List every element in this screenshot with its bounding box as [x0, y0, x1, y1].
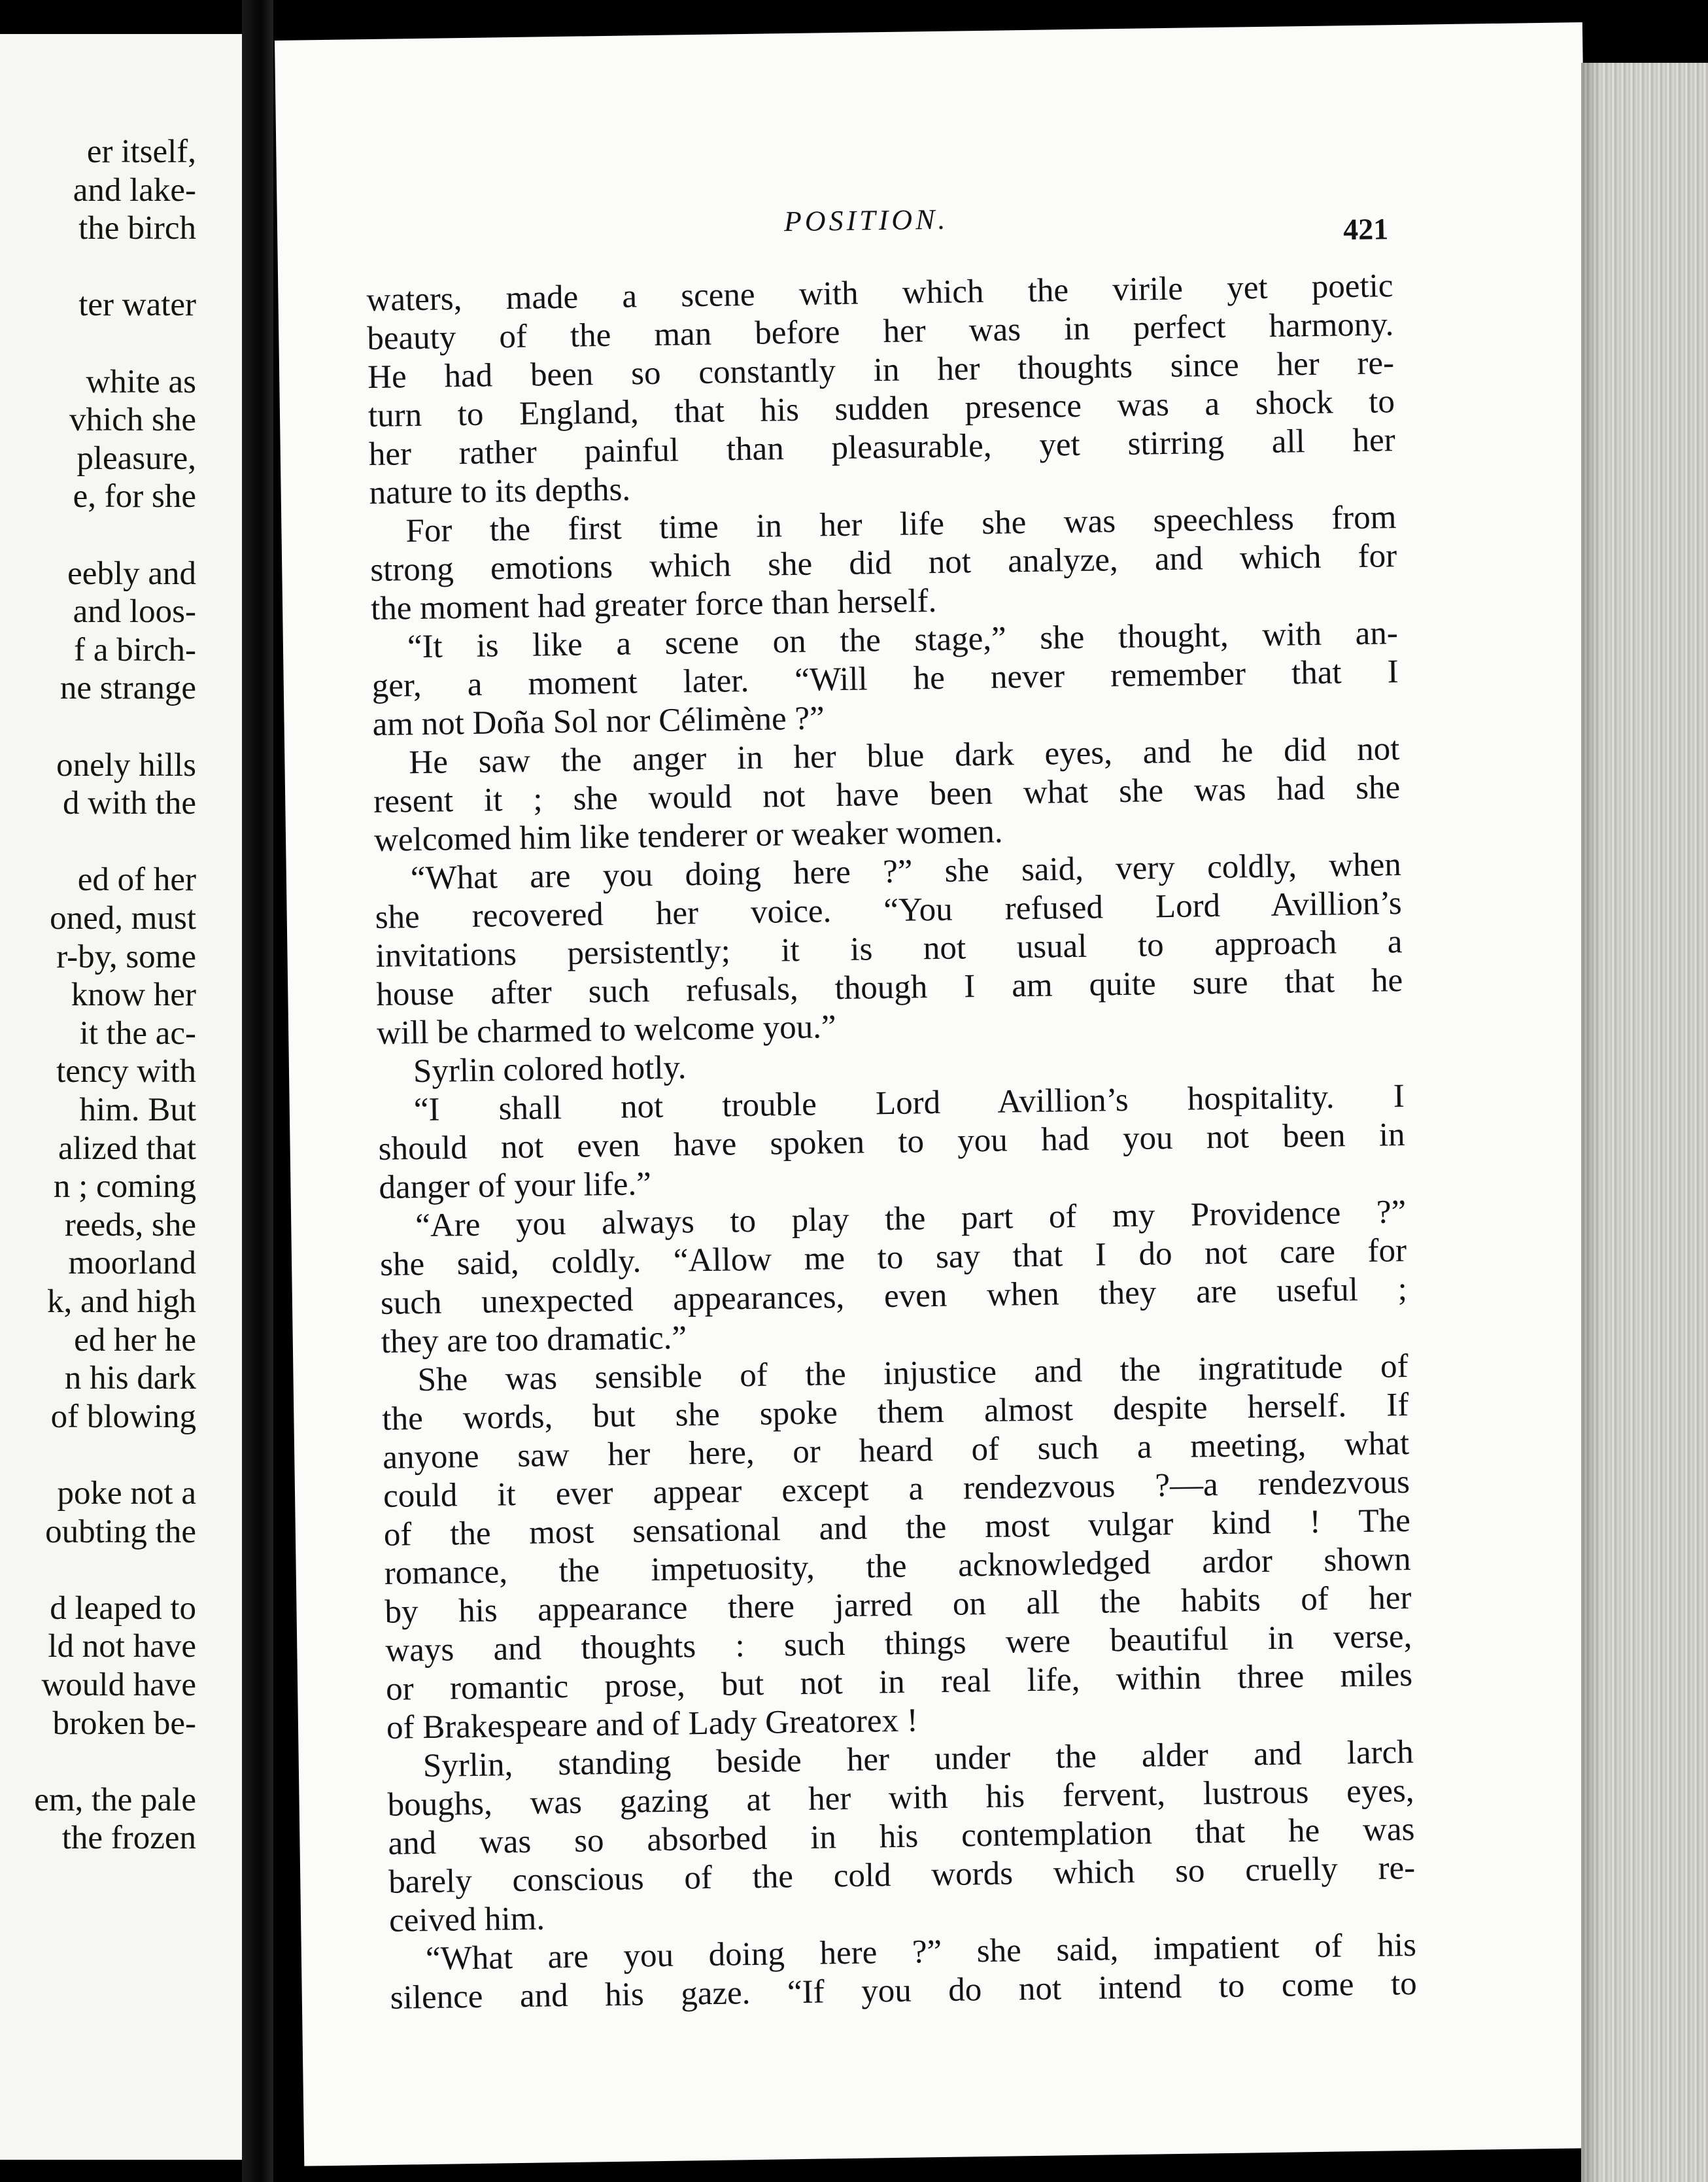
left-page-line: poke not a	[57, 1475, 196, 1512]
text-line: house after such refusals, though I am quite sure that he	[375, 962, 1403, 1013]
left-page-line: d leaped to	[50, 1589, 196, 1627]
body-text	[366, 267, 1417, 2018]
left-page-line: the birch	[78, 210, 196, 247]
text-line: her rather painful than pleasurable, yet stirring all her	[368, 422, 1396, 474]
text-line: waters, made a scene with which the virile yet poetic	[366, 268, 1393, 319]
text-line: resent it ; she would not have been what she was had she	[373, 769, 1401, 820]
text-line: “Are you always to play the part of my Providence ?”	[415, 1194, 1407, 1245]
left-page-line: pleasure,	[77, 440, 196, 477]
left-page-line: and lake-	[73, 171, 196, 209]
text-line: could it ever appear except a rendezvous ?—a rendezvous	[383, 1463, 1410, 1515]
text-line: “What are you doing here ?” she said, impatient of his	[425, 1926, 1417, 1978]
right-page	[275, 22, 1612, 2166]
text-line: barely conscious of the cold words which so cruelly re-	[388, 1849, 1416, 1901]
left-page-line: ne strange	[60, 670, 196, 707]
left-page-line: r-by, some	[56, 938, 196, 975]
text-line: Syrlin, standing beside her under the alder and larch	[422, 1733, 1414, 1785]
left-page-line: e, for she	[73, 478, 196, 515]
left-page-line: reeds, she	[64, 1206, 196, 1243]
left-page-line: of blowing	[50, 1398, 196, 1435]
left-page-fragment	[0, 34, 242, 2160]
text-line: boughs, was gazing at her with his fervent, lustrous eyes,	[387, 1772, 1414, 1824]
left-page-line: n his dark	[64, 1360, 196, 1397]
left-page-line: ter water	[78, 286, 196, 324]
left-page-line: d with the	[63, 785, 196, 822]
text-line: ways and thoughts : such things were beautiful in verse,	[384, 1618, 1412, 1669]
text-line: He saw the anger in her blue dark eyes, and he did not	[409, 731, 1400, 782]
text-line: or romantic prose, but not in real life, within three miles	[385, 1656, 1413, 1708]
text-line: of Brakespeare and of Lady Greatorex !	[386, 1702, 919, 1746]
left-page-line: the frozen	[61, 1820, 196, 1857]
text-line: she said, coldly. “Allow me to say that I do not care for	[379, 1232, 1407, 1283]
running-head: POSITION.	[783, 203, 949, 238]
text-line: “It is like a scene on the stage,” she thought, with an-	[407, 615, 1399, 666]
text-line: am not Doña Sol nor Célimène ?”	[372, 700, 825, 744]
text-line: the moment had greater force than herself.	[370, 582, 937, 628]
text-line: “I shall not trouble Lord Avillion’s hospitality. I	[413, 1078, 1405, 1129]
text-line: by his appearance there jarred on all the habits of her	[384, 1579, 1412, 1631]
left-page-line: alized that	[58, 1130, 196, 1167]
text-line: beauty of the man before her was in perfect harmony.	[366, 306, 1394, 358]
text-line: turn to England, that his sudden presence was a shock to	[367, 383, 1395, 435]
left-page-line: him. But	[79, 1092, 196, 1128]
left-page-line: white as	[86, 363, 196, 400]
text-line: She was sensible of the injustice and the ingratitude of	[417, 1347, 1409, 1399]
text-line: For the first time in her life she was speechless from	[405, 499, 1397, 550]
left-page-line: vhich she	[69, 402, 196, 439]
text-line: ceived him.	[388, 1900, 545, 1939]
text-line: she recovered her voice. “You refused Lord Avillion’s	[375, 885, 1402, 936]
text-line: they are too dramatic.”	[381, 1319, 687, 1360]
text-line: will be charmed to welcome you.”	[376, 1009, 836, 1052]
text-line: should not even have spoken to you had you not been in	[378, 1117, 1405, 1168]
left-page-line: eebly and	[67, 555, 196, 592]
left-page-line: and loos-	[73, 593, 196, 631]
text-line: welcomed him like tenderer or weaker women.	[373, 813, 1003, 859]
page-number: 421	[1342, 212, 1389, 247]
text-line: strong emotions which she did not analyze, and which for	[369, 538, 1397, 589]
left-page-line: onely hills	[56, 746, 196, 784]
text-line: and was so absorbed in his contemplation that he was	[388, 1810, 1415, 1862]
left-page-line: tency with	[56, 1053, 196, 1090]
left-page-line: ld not have	[48, 1628, 196, 1665]
left-page-line: em, the pale	[34, 1781, 196, 1818]
text-line: silence and his gaze. “If you do not intend to come to	[390, 1965, 1418, 2017]
text-line: romance, the impetuosity, the acknowledged ardor shown	[384, 1540, 1411, 1592]
book-gutter	[242, 0, 273, 2182]
left-page-line: oubting the	[45, 1513, 196, 1550]
left-page-line: know her	[71, 977, 196, 1014]
text-line: anyone saw her here, or heard of such a meeting, what	[382, 1425, 1410, 1476]
left-page-line: n ; coming	[53, 1168, 196, 1205]
text-line: of the most sensational and the most vulgar kind ! The	[383, 1502, 1411, 1553]
text-line: He had been so constantly in her thoughts since her re-	[367, 345, 1395, 396]
text-line: danger of your life.”	[379, 1166, 652, 1206]
text-line: ger, a moment later. “Will he never remember that I	[371, 653, 1399, 705]
text-line: nature to its depths.	[369, 471, 631, 512]
text-line: the words, but she spoke them almost despite herself. If	[382, 1386, 1409, 1438]
left-page-line: f a birch-	[74, 631, 196, 668]
left-page-line: it the ac-	[79, 1014, 196, 1052]
text-line: Syrlin colored hotly.	[413, 1049, 687, 1090]
left-page-line: oned, must	[50, 900, 196, 937]
page-edges-shadow	[1581, 63, 1601, 2182]
left-page-line: would have	[41, 1667, 196, 1703]
left-page-line: moorland	[68, 1245, 196, 1282]
text-line: “What are you doing here ?” she said, very coldly, when	[410, 846, 1402, 897]
left-page-line: ed her he	[74, 1321, 196, 1359]
left-page-line: ed of her	[77, 861, 196, 899]
left-page-line: broken be-	[52, 1705, 196, 1742]
text-line: invitations persistently; it is not usual to approach a	[375, 924, 1403, 975]
left-page-line: er itself,	[86, 133, 196, 170]
left-page-line: k, and high	[46, 1283, 196, 1320]
text-line: such unexpected appearances, even when they are useful ;	[380, 1271, 1408, 1322]
